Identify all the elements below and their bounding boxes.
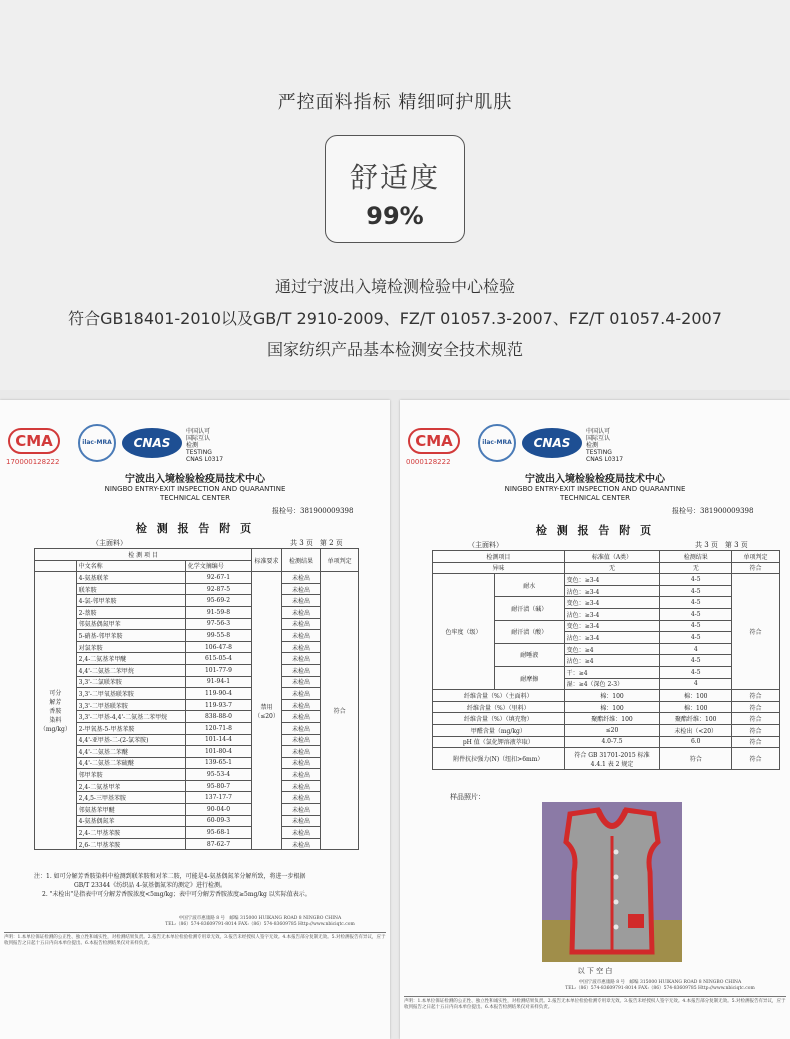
property-std: ≤20: [564, 724, 660, 736]
table-row: [433, 724, 780, 736]
footer-notes: 声明：1.本单位保证检测的公正性、独立性和诚实性，对检测结果负责。2.报告无本单位检验检测专用章无效。3.报告未经授权人签字无效。4.本报告部分复制无效。5.对检测报告有异议，应于收到报告之日起十五日内向本单位提出。6.本报告检测结果仅对来样负责。: [4, 932, 386, 947]
table-row: [433, 713, 780, 725]
amine-name: 4-氨基偶氮苯: [76, 815, 185, 827]
property-item: 纤维含量（%）（里料）: [433, 701, 565, 713]
page-count: 共 3 页 第 2 页: [290, 539, 343, 547]
separator: ：: [578, 588, 585, 596]
amine-result: 未检出: [281, 722, 320, 734]
colorfast-kind: 干: [566, 669, 573, 677]
amine-name: 2,4-二氨基苯甲醚: [76, 653, 185, 665]
amine-name: 2-甲氧基-5-甲基苯胺: [76, 722, 185, 734]
colorfast-std: [564, 585, 660, 597]
table-row: [35, 699, 359, 711]
report-number: 报检号：381900009398: [272, 507, 354, 515]
table-row: [35, 769, 359, 781]
header-std: 标准值（A类）: [564, 551, 660, 563]
colorfast-std: [564, 666, 660, 678]
amine-result: 未检出: [281, 630, 320, 642]
amine-result: 未检出: [281, 699, 320, 711]
property-item: 纤维含量（%）（填充物）: [433, 713, 565, 725]
group-label-line: （mg/kg）: [39, 726, 71, 734]
amine-cas: 87-62-7: [185, 838, 251, 850]
property-result: 未检出（<20）: [660, 724, 732, 736]
amine-cas: 92-67-1: [185, 572, 251, 584]
header-result: 检测结果: [281, 549, 320, 572]
reports-area: [0, 390, 790, 1039]
separator: ：: [578, 611, 585, 619]
properties-table: [432, 550, 780, 770]
center-title-en: NINGBO ENTRY-EXIT INSPECTION AND QUARANTINE TECHNICAL CENTER: [504, 485, 686, 502]
footer-notes: 声明：1.本单位保证检测的公正性、独立性和诚实性，对检测结果负责。2.报告无本单位检验检测专用章无效。3.报告未经授权人签字无效。4.本报告部分复制无效。5.对检测报告有异议，应于收到报告之日起十五日内向本单位提出。6.本报告检测结果仅对来样负责。: [404, 996, 786, 1011]
table-row: [35, 688, 359, 700]
amine-name: 2,4-二氨基甲苯: [76, 780, 185, 792]
colorfast-result: 4-5: [660, 574, 732, 586]
group-label-line: 香胺: [49, 708, 62, 716]
separator: ：: [578, 623, 585, 631]
amine-cas: 101-80-4: [185, 746, 251, 758]
table-row: [35, 757, 359, 769]
header-item: 检 测 项 目: [35, 549, 252, 561]
amine-name: 4-氨基联苯: [76, 572, 185, 584]
table-row: [35, 711, 359, 723]
colorfast-kind: 变色: [566, 600, 579, 608]
amine-result: 未检出: [281, 618, 320, 630]
header-judge: 单项判定: [321, 549, 359, 572]
amine-cas: 90-04-0: [185, 804, 251, 816]
colorfast-std: [564, 608, 660, 620]
hero-section: [0, 0, 790, 390]
colorfast-std-value: ≥3-4: [584, 600, 600, 608]
amine-name: 2,4-二甲基苯胺: [76, 827, 185, 839]
amine-result: 未检出: [281, 606, 320, 618]
amine-result: 未检出: [281, 815, 320, 827]
property-judge: 符合: [732, 713, 780, 725]
colorfast-std-value: ≥3-4: [584, 576, 600, 584]
table-row: [433, 562, 780, 574]
report-title: 检 测 报 告 附 页: [535, 524, 655, 537]
amine-result: 未检出: [281, 792, 320, 804]
colorfast-sub: 耐摩擦: [494, 666, 564, 689]
std-requirement: [252, 572, 282, 850]
colorfast-std: [564, 643, 660, 655]
amine-result: 未检出: [281, 676, 320, 688]
colorfast-kind: 湿: [566, 681, 573, 689]
header-cn-name: 中文名称: [76, 560, 185, 572]
amine-cas: 95-68-1: [185, 827, 251, 839]
colorfast-std-value: ≥3-4: [584, 634, 600, 642]
amine-result: 未检出: [281, 827, 320, 839]
table-row: [433, 748, 780, 770]
colorfast-result: 4-5: [660, 632, 732, 644]
separator: ：: [578, 658, 585, 666]
property-item: 甲醛含量（mg/kg）: [433, 724, 565, 736]
property-item: pH 值（氯化钾溶液萃取）: [433, 736, 565, 748]
colorfast-kind: 变色: [566, 623, 579, 631]
colorfast-kind: 沾色: [566, 634, 579, 642]
separator: ：: [578, 634, 585, 642]
property-result: 聚酯纤维：100: [660, 713, 732, 725]
amine-cas: 91-59-8: [185, 606, 251, 618]
property-std: 符合 GB 31701-2015 标准 4.4.1 表 2 规定: [564, 748, 660, 770]
table-row: [433, 574, 780, 586]
cma-logo: CMA: [8, 428, 60, 454]
property-result: 棉：100: [660, 701, 732, 713]
amine-result: 未检出: [281, 711, 320, 723]
amine-cas: 60-09-3: [185, 815, 251, 827]
photo-label: 样品照片：: [450, 793, 485, 801]
table-row: [35, 734, 359, 746]
amine-cas: 99-55-8: [185, 630, 251, 642]
amine-name: 2,4,5-三甲基苯胺: [76, 792, 185, 804]
cnas-logo: CNAS: [522, 428, 582, 458]
sample-photo: [542, 802, 682, 962]
report-number: 报检号：381900009398: [672, 507, 754, 515]
table-row: [35, 780, 359, 792]
amine-result: 未检出: [281, 664, 320, 676]
amine-cas: 106-47-8: [185, 641, 251, 653]
amine-result: 未检出: [281, 572, 320, 584]
colorfast-sub: 耐唾液: [494, 643, 564, 666]
colorfast-std-value: ≥3-4: [584, 588, 600, 596]
table-row: [35, 583, 359, 595]
separator: ：: [578, 600, 585, 608]
amine-table: [34, 548, 359, 850]
amine-name: 3,3'-二甲基联苯胺: [76, 699, 185, 711]
colorfast-std: [564, 655, 660, 667]
amine-cas: 838-88-0: [185, 711, 251, 723]
amine-result: 未检出: [281, 595, 320, 607]
amine-name: 4,4'-二氨基二苯硫醚: [76, 757, 185, 769]
colorfast-kind: 沾色: [566, 611, 579, 619]
colorfast-result: 4-5: [660, 608, 732, 620]
cma-number: 170000128222: [6, 458, 60, 466]
odor-item: 异味: [433, 562, 565, 574]
cert-line-1: 通过宁波出入境检测检验中心检验: [274, 277, 515, 296]
amine-name: 5-硝基-邻甲苯胺: [76, 630, 185, 642]
separator: ：: [578, 576, 585, 584]
ilac-logo: ilac-MRA: [478, 424, 516, 462]
amine-name: 4,4'-二氨基二苯醚: [76, 746, 185, 758]
colorfast-sub: 耐汗渍（酸）: [494, 620, 564, 643]
amine-cas: 95-80-7: [185, 780, 251, 792]
footer-address: 中国宁波市惠康路 8 号 邮编 315000 HUIKANG ROAD 8 NINGBO CHINA TEL:（86）574-83609791-8014 FAX:（86）574-83609785 Http://www.nbiciqtc.com: [565, 980, 755, 991]
header-std: 标准要求: [252, 549, 282, 572]
group-label-line: 染料: [49, 717, 62, 725]
amine-result: 未检出: [281, 688, 320, 700]
property-std: 棉：100: [564, 701, 660, 713]
table-row: [35, 664, 359, 676]
amine-cas: 139-65-1: [185, 757, 251, 769]
colorfast-sub: 耐水: [494, 574, 564, 597]
amine-cas: 92-87-5: [185, 583, 251, 595]
table-row: [35, 606, 359, 618]
table-row: [35, 838, 359, 850]
group-label-line: 可分: [49, 690, 62, 698]
amine-cas: 101-14-4: [185, 734, 251, 746]
colorfast-result: 4: [660, 643, 732, 655]
headline: 严控面料指标 精细呵护肌肤: [277, 92, 513, 113]
property-item: 附件抗拉强力(N)（纽扣>6mm）: [433, 748, 565, 770]
amine-cas: 137-17-7: [185, 792, 251, 804]
table-row: [35, 815, 359, 827]
colorfast-std: [564, 597, 660, 609]
std-line: （≤20）: [254, 712, 279, 720]
odor-std: 无: [564, 562, 660, 574]
cma-logo: CMA: [408, 428, 460, 454]
table-row: [35, 792, 359, 804]
amine-name: 邻甲苯胺: [76, 769, 185, 781]
amine-rows: [35, 572, 359, 850]
property-judge: 符合: [732, 701, 780, 713]
amine-cas: 615-05-4: [185, 653, 251, 665]
header-judge: 单项判定: [732, 551, 780, 563]
header-item: 检测项目: [433, 551, 565, 563]
colorfast-std-value: ≥3-4: [584, 623, 600, 631]
amine-result: 未检出: [281, 746, 320, 758]
center-title-cn: 宁波出入境检验检疫局技术中心: [525, 474, 665, 485]
property-result: 符合: [660, 748, 732, 770]
center-title-cn: 宁波出入境检验检疫局技术中心: [125, 474, 265, 485]
table-row: [35, 653, 359, 665]
table-row: [35, 804, 359, 816]
table-row: [35, 641, 359, 653]
amine-name: 联苯胺: [76, 583, 185, 595]
accreditation-text: 中国认可 国际互认 检测 TESTING CNAS L0317: [186, 428, 224, 463]
group-label-line: 解芳: [49, 699, 62, 707]
colorfast-std-value: ≥3-4: [584, 611, 600, 619]
colorfast-result: 4-5: [660, 666, 732, 678]
amine-name: 3,3'-二甲氧基联苯胺: [76, 688, 185, 700]
std-line: 禁用: [260, 703, 273, 711]
group-label: [35, 572, 77, 850]
amine-name: 3,3'-二甲基-4,4'-二氨基二苯甲烷: [76, 711, 185, 723]
accreditation-text: 中国认可 国际互认 检测 TESTING CNAS L0317: [586, 428, 624, 463]
property-item: 纤维含量（%）（主面料）: [433, 690, 565, 702]
colorfast-result: 4-5: [660, 620, 732, 632]
colorfast-std: [564, 620, 660, 632]
report-title: 检 测 报 告 附 页: [135, 522, 255, 535]
property-std: 聚酯纤维：100: [564, 713, 660, 725]
amine-cas: 101-77-9: [185, 664, 251, 676]
colorfast-result: 4-5: [660, 585, 732, 597]
header-row: [433, 551, 780, 563]
amine-cas: 91-94-1: [185, 676, 251, 688]
property-rows: [433, 551, 780, 770]
amine-name: 4,4'-二氨基二苯甲烷: [76, 664, 185, 676]
table-row: [433, 736, 780, 748]
amine-result: 未检出: [281, 757, 320, 769]
table-row: [35, 722, 359, 734]
separator: ：: [578, 646, 585, 654]
cma-number: 0000128222: [406, 458, 451, 466]
amine-name: 2,6-二甲基苯胺: [76, 838, 185, 850]
colorfast-std-value: ≥4（深色 2-3）: [578, 681, 624, 689]
amine-name: 对氯苯胺: [76, 641, 185, 653]
table-row: [433, 701, 780, 713]
amine-cas: 119-93-7: [185, 699, 251, 711]
odor-result: 无: [660, 562, 732, 574]
amine-name: 邻氨基偶氮甲苯: [76, 618, 185, 630]
fabric-label: （主面料）: [92, 539, 127, 547]
cert-line-3: 国家纺织产品基本检测安全技术规范: [266, 340, 523, 359]
property-std: 4.0-7.5: [564, 736, 660, 748]
amine-cas: 97-56-3: [185, 618, 251, 630]
center-title-en: NINGBO ENTRY-EXIT INSPECTION AND QUARANTINE TECHNICAL CENTER: [104, 485, 286, 502]
colorfast-std-value: ≥4: [584, 646, 594, 654]
colorfast-result: 4: [660, 678, 732, 690]
property-judge: 符合: [732, 736, 780, 748]
amine-result: 未检出: [281, 780, 320, 792]
colorfast-std: [564, 574, 660, 586]
odor-judge: 符合: [732, 562, 780, 574]
amine-name: 邻氨基苯甲醚: [76, 804, 185, 816]
amine-name: 4-氯-邻甲苯胺: [76, 595, 185, 607]
table-row: [35, 618, 359, 630]
badge-label: 舒适度: [349, 161, 440, 194]
table-row: [35, 746, 359, 758]
table-row: [35, 676, 359, 688]
amine-cas: 95-53-4: [185, 769, 251, 781]
amine-name: 2-萘胺: [76, 606, 185, 618]
property-judge: 符合: [732, 690, 780, 702]
table-row: [35, 630, 359, 642]
blank-marker: 以 下 空 白: [577, 967, 613, 975]
colorfast-result: 4-5: [660, 597, 732, 609]
colorfast-result: 4-5: [660, 655, 732, 667]
colorfast-std: [564, 632, 660, 644]
colorfast-std-value: ≥4: [584, 658, 594, 666]
table-row: [35, 572, 359, 584]
property-result: 6.0: [660, 736, 732, 748]
amine-name: 3,3'-二氯联苯胺: [76, 676, 185, 688]
ilac-logo: ilac-MRA: [78, 424, 116, 462]
amine-cas: 120-71-8: [185, 722, 251, 734]
colorfast-sub: 耐汗渍（碱）: [494, 597, 564, 620]
colorfast-kind: 沾色: [566, 658, 579, 666]
comfort-badge: [325, 135, 465, 243]
table-row: [433, 690, 780, 702]
report-page-3: [400, 400, 790, 1039]
property-judge: 符合: [732, 724, 780, 736]
colorfast-judge: 符合: [732, 574, 780, 690]
colorfast-label: 色牢度（级）: [433, 574, 495, 690]
property-result: 棉：100: [660, 690, 732, 702]
amine-result: 未检出: [281, 641, 320, 653]
amine-result: 未检出: [281, 734, 320, 746]
amine-cas: 95-69-2: [185, 595, 251, 607]
property-judge: 符合: [732, 748, 780, 770]
page-count: 共 3 页 第 3 页: [695, 541, 748, 549]
judgement: 符合: [321, 572, 359, 850]
separator: ：: [572, 681, 579, 689]
fabric-label: （主面料）: [468, 541, 503, 549]
footer-address: 中国宁波市惠康路 8 号 邮编 315000 HUIKANG ROAD 8 NINGBO CHINA TEL:（86）574-83609791-8014 FAX:（86）574-83609785 Http://www.nbiciqtc.com: [165, 916, 355, 927]
amine-result: 未检出: [281, 838, 320, 850]
colorfast-kind: 沾色: [566, 588, 579, 596]
colorfast-kind: 变色: [566, 646, 579, 654]
header-cas: 化学文摘编号: [185, 560, 251, 572]
badge-value: 99%: [366, 202, 424, 230]
colorfast-std-value: ≥4: [578, 669, 588, 677]
amine-cas: 119-90-4: [185, 688, 251, 700]
colorfast-std: [564, 678, 660, 690]
notes: 注：1. 如可分解芳香胺染料中检测到联苯胺和对苯二胺，可能是4-氨基偶氮苯分解所致，将进一步根据 GB/T 23344《纺织品 4-氨基偶氮苯的测定》进行检测。 2. "未检出"是指表中可分解芳香胺浓度<5mg/kg；表中可分解芳香胺浓度≥5mg/kg 以实际值表示。: [34, 873, 311, 898]
amine-result: 未检出: [281, 653, 320, 665]
amine-result: 未检出: [281, 583, 320, 595]
table-row: [35, 827, 359, 839]
amine-result: 未检出: [281, 769, 320, 781]
amine-name: 4,4'-亚甲基-二-(2-氯苯胺): [76, 734, 185, 746]
vest-image: [542, 802, 682, 962]
table-row: [35, 595, 359, 607]
cnas-logo: CNAS: [122, 428, 182, 458]
property-std: 棉：100: [564, 690, 660, 702]
cert-line-2: 符合GB18401-2010以及GB/T 2910-2009、FZ/T 01057.3-2007、FZ/T 01057.4-2007: [68, 309, 722, 328]
amine-result: 未检出: [281, 804, 320, 816]
colorfast-kind: 变色: [566, 576, 579, 584]
separator: ：: [572, 669, 579, 677]
report-page-2: [0, 400, 390, 1039]
header-result: 检测结果: [660, 551, 732, 563]
